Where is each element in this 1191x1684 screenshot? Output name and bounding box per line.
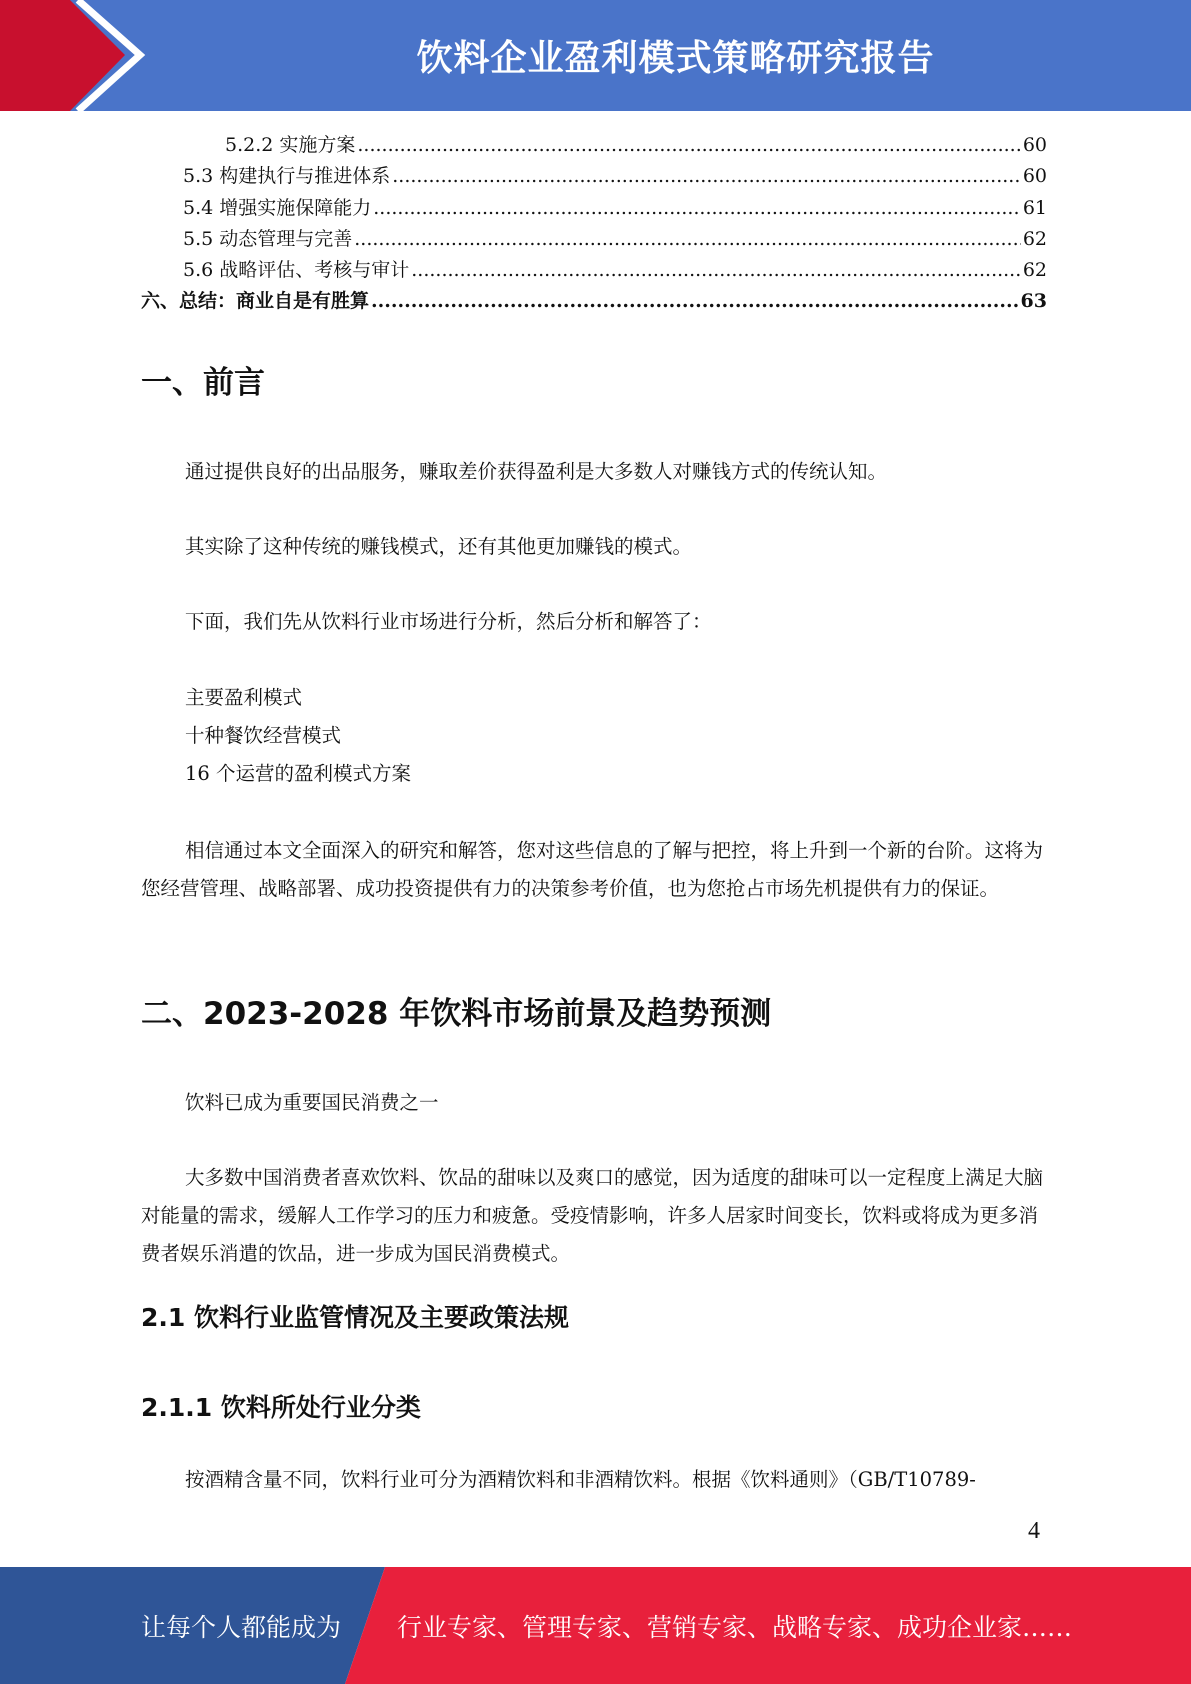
toc-leader-dots [371, 286, 1019, 317]
toc-entry-label: 六、总结：商业自是有胜算 [141, 290, 370, 313]
toc-entry-label: 5.2.2 实施方案 [225, 134, 356, 156]
subsection-heading: 2.1 饮料行业监管情况及主要政策法规 [141, 1303, 569, 1332]
table-of-contents [141, 130, 1047, 318]
toc-entry[interactable] [141, 255, 1047, 286]
toc-entry-label: 5.3 构建执行与推进体系 [183, 165, 391, 188]
toc-leader-dots [392, 161, 1021, 192]
toc-entry-label: 5.4 增强实施保障能力 [183, 196, 372, 219]
paragraph: 按酒精含量不同，饮料行业可分为酒精饮料和非酒精饮料。根据《饮料通则》（GB/T10789- [185, 1468, 976, 1491]
toc-entry[interactable] [141, 130, 1047, 161]
toc-entry-page: 60 [1022, 134, 1047, 156]
list-item: 十种餐饮经营模式 [185, 724, 342, 747]
footer-slogan-right: 行业专家、管理专家、营销专家、战略专家、成功企业家…… [397, 1612, 1073, 1642]
toc-leader-dots [373, 193, 1021, 224]
footer-slogan-left: 让每个人都能成为 [141, 1612, 342, 1642]
toc-entry-page: 62 [1022, 227, 1047, 250]
toc-leader-dots [357, 130, 1020, 161]
paragraph: 大多数中国消费者喜欢饮料、饮品的甜味以及爽口的感觉，因为适度的甜味可以一定程度上满足大脑对能量的需求，缓解人工作学习的压力和疲惫。受疫情影响，许多人居家时间变长，饮料或将成为更多消费者娱乐消遣的饮品，进一步成为国民消费模式。 [141, 1166, 1044, 1265]
toc-entry-label: 5.5 动态管理与完善 [183, 227, 353, 250]
toc-entry-page: 63 [1020, 290, 1047, 313]
report-title: 饮料企业盈利模式策略研究报告 [416, 38, 935, 79]
list-item: 16 个运营的盈利模式方案 [185, 762, 412, 785]
paragraph: 相信通过本文全面深入的研究和解答，您对这些信息的了解与把控，将上升到一个新的台阶。这将为您经营管理、战略部署、成功投资提供有力的决策参考价值，也为您抢占市场先机提供有力的保证。 [141, 839, 1044, 900]
page-header [0, 0, 1191, 111]
paragraph: 通过提供良好的出品服务，赚取差价获得盈利是大多数人对赚钱方式的传统认知。 [185, 460, 888, 483]
toc-entry-label: 5.6 战略评估、考核与审计 [183, 259, 410, 282]
paragraph: 下面，我们先从饮料行业市场进行分析，然后分析和解答了： [185, 610, 712, 633]
toc-entry[interactable] [141, 193, 1047, 224]
paragraph: 其实除了这种传统的赚钱模式，还有其他更加赚钱的模式。 [185, 535, 693, 558]
toc-entry-page: 61 [1022, 196, 1047, 219]
toc-entry-page: 62 [1022, 259, 1047, 282]
paragraph: 饮料已成为重要国民消费之一 [185, 1091, 439, 1114]
subsubsection-heading: 2.1.1 饮料所处行业分类 [141, 1393, 421, 1422]
toc-entry[interactable] [141, 286, 1047, 317]
section-heading: 二、2023-2028 年饮料市场前景及趋势预测 [141, 996, 772, 1032]
page-number: 4 [1028, 1518, 1040, 1544]
toc-leader-dots [411, 255, 1021, 286]
toc-entry[interactable] [141, 224, 1047, 255]
page-footer [0, 1567, 1191, 1684]
list-item: 主要盈利模式 [185, 686, 303, 709]
toc-entry[interactable] [141, 161, 1047, 192]
toc-leader-dots [354, 224, 1021, 255]
toc-entry-page: 60 [1022, 165, 1047, 188]
section-heading: 一、前言 [141, 365, 265, 401]
